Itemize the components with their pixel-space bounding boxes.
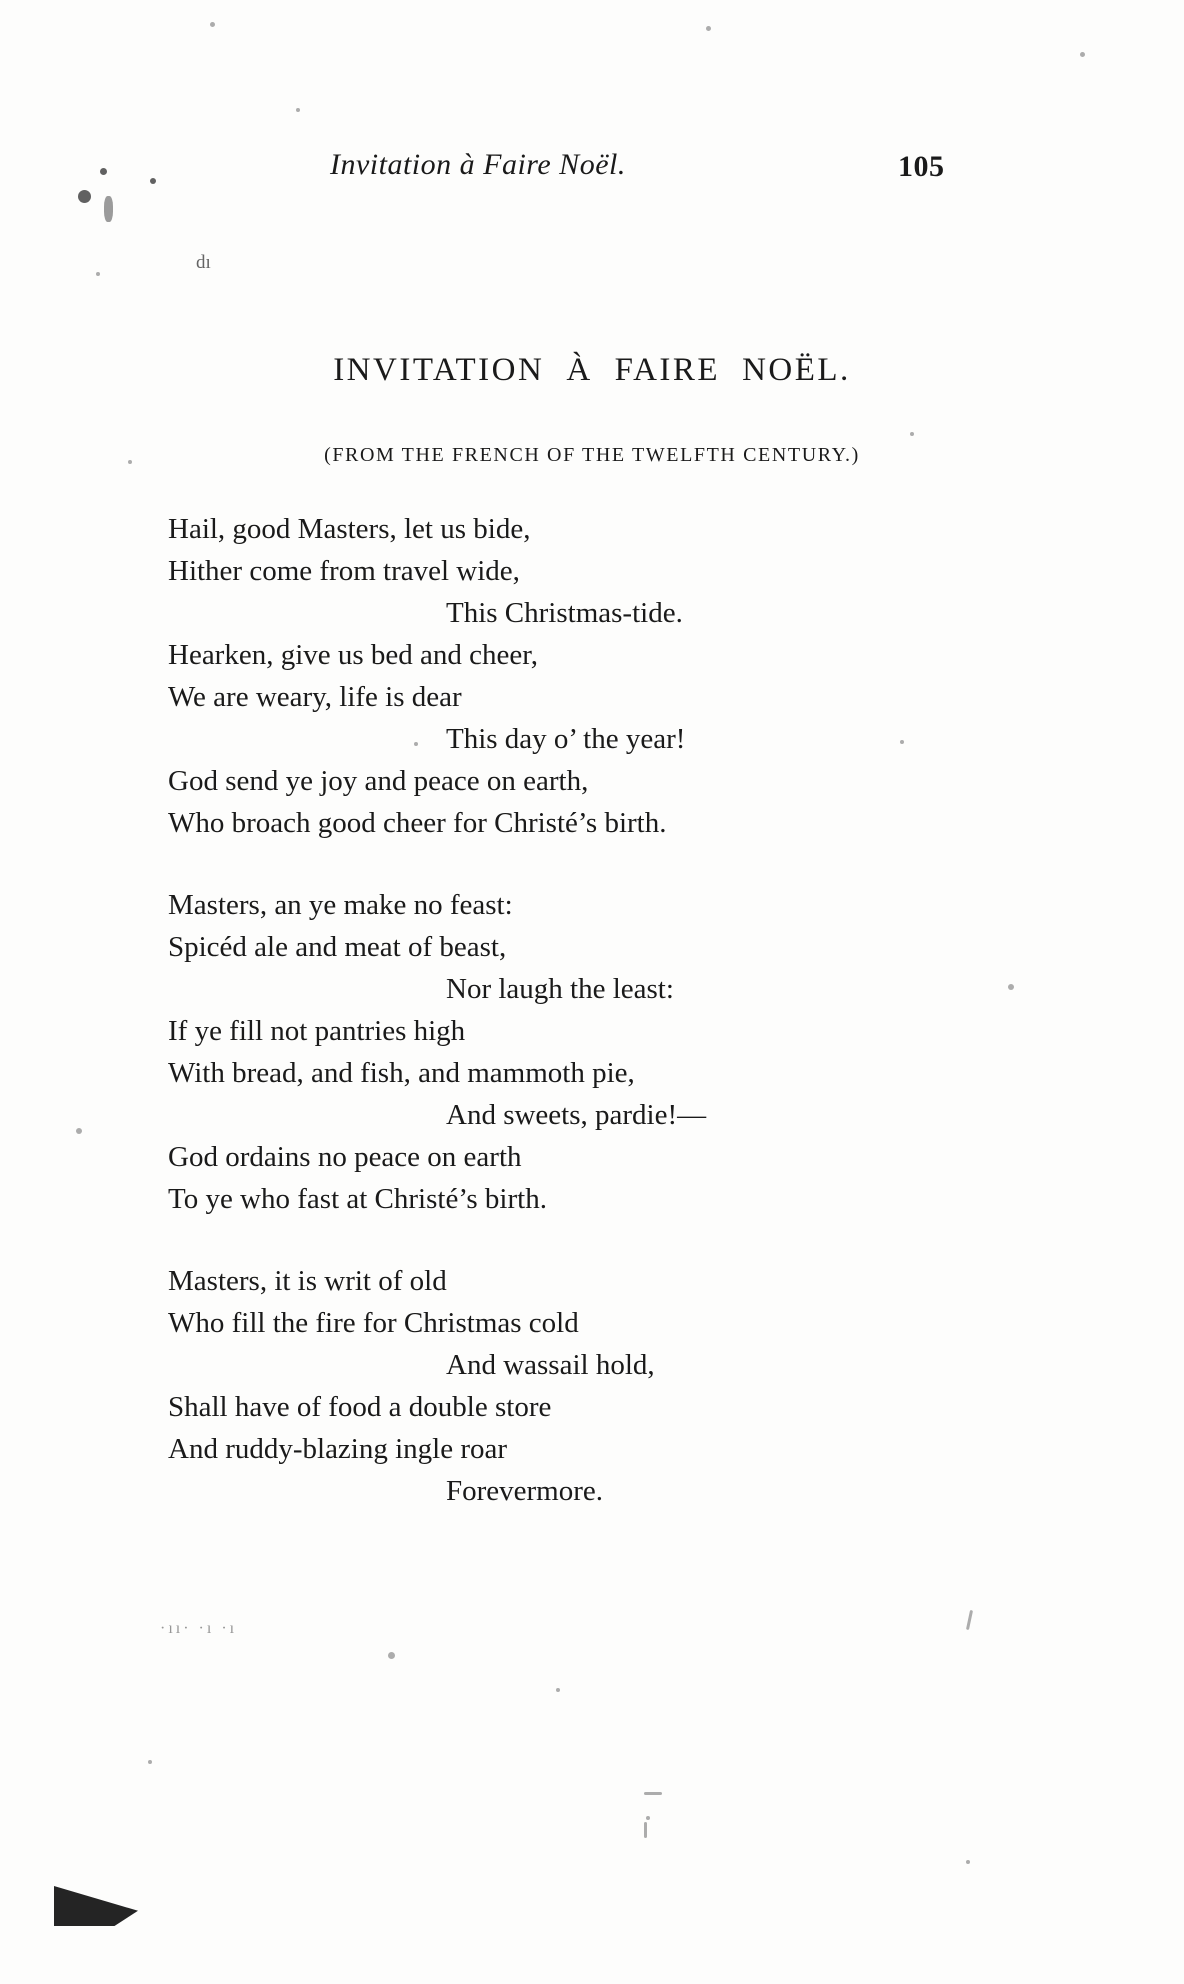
page-number: 105 xyxy=(898,150,945,183)
poem-attribution: (FROM THE FRENCH OF THE TWELFTH CENTURY.) xyxy=(324,444,860,466)
dust-speck xyxy=(910,432,914,436)
dust-speck xyxy=(128,460,132,464)
verse-line: Who fill the fire for Christmas cold xyxy=(168,1307,579,1339)
stanza xyxy=(168,508,1028,844)
verse-line: Hail, good Masters, let us bide, xyxy=(168,513,531,545)
poem-title-word-2: À xyxy=(566,352,593,388)
dust-speck xyxy=(96,272,100,276)
verse-line: Shall have of food a double store xyxy=(168,1391,552,1423)
verse-line: And ruddy-blazing ingle roar xyxy=(168,1433,508,1465)
verse-line: And sweets, pardie!— xyxy=(446,1099,707,1131)
dust-speck xyxy=(644,1822,647,1838)
corner-smudge xyxy=(54,1886,138,1926)
verse-line: This day o’ the year! xyxy=(446,723,686,755)
verse-line: Who broach good cheer for Christé’s birth. xyxy=(168,807,667,839)
dust-speck xyxy=(148,1760,152,1764)
dust-speck xyxy=(1008,984,1014,990)
running-head xyxy=(0,148,1184,188)
dust-speck xyxy=(296,108,300,112)
ink-blot xyxy=(78,190,91,203)
dust-speck xyxy=(414,742,418,746)
dust-speck xyxy=(900,740,904,744)
verse-line: Hither come from travel wide, xyxy=(168,555,520,587)
ink-blot xyxy=(150,178,156,184)
pencil-annotation: ·ıı· ·ı ·ı xyxy=(160,1620,238,1637)
verse-line: Masters, it is writ of old xyxy=(168,1265,447,1297)
dust-speck xyxy=(644,1792,662,1795)
poem-body xyxy=(168,508,1028,1552)
dust-speck xyxy=(706,26,711,31)
stanza xyxy=(168,1260,1028,1512)
verse-line: God ordains no peace on earth xyxy=(168,1141,522,1173)
dust-speck xyxy=(76,1128,82,1134)
dust-speck xyxy=(210,22,215,27)
verse-line: We are weary, life is dear xyxy=(168,681,462,713)
verse-line: This Christmas-tide. xyxy=(446,597,683,629)
dust-speck xyxy=(966,1860,970,1864)
running-head-title: Invitation à Faire Noël. xyxy=(330,148,626,181)
verse-line: Forevermore. xyxy=(446,1475,604,1507)
verse-line: Nor laugh the least: xyxy=(446,973,674,1005)
ink-blot xyxy=(104,196,113,222)
stanza xyxy=(168,884,1028,1220)
dust-speck xyxy=(966,1610,973,1630)
poem-title-word-4: NOËL. xyxy=(742,352,851,388)
verse-line: If ye fill not pantries high xyxy=(168,1015,466,1047)
poem-title-word-3: FAIRE xyxy=(614,352,721,388)
verse-line: God send ye joy and peace on earth, xyxy=(168,765,589,797)
dust-speck xyxy=(556,1688,560,1692)
verse-line: Masters, an ye make no feast: xyxy=(168,889,513,921)
gutter-stray-mark: dı xyxy=(196,252,211,273)
dust-speck xyxy=(646,1816,650,1820)
verse-line: Spicéd ale and meat of beast, xyxy=(168,931,507,963)
poem-title-word-1: INVITATION xyxy=(333,352,545,388)
verse-line: And wassail hold, xyxy=(446,1349,655,1381)
verse-line: To ye who fast at Christé’s birth. xyxy=(168,1183,547,1215)
ink-blot xyxy=(100,168,107,175)
verse-line: With bread, and fish, and mammoth pie, xyxy=(168,1057,635,1089)
poem-title xyxy=(0,352,1184,389)
dust-speck xyxy=(1080,52,1085,57)
verse-line: Hearken, give us bed and cheer, xyxy=(168,639,539,671)
dust-speck xyxy=(388,1652,395,1659)
